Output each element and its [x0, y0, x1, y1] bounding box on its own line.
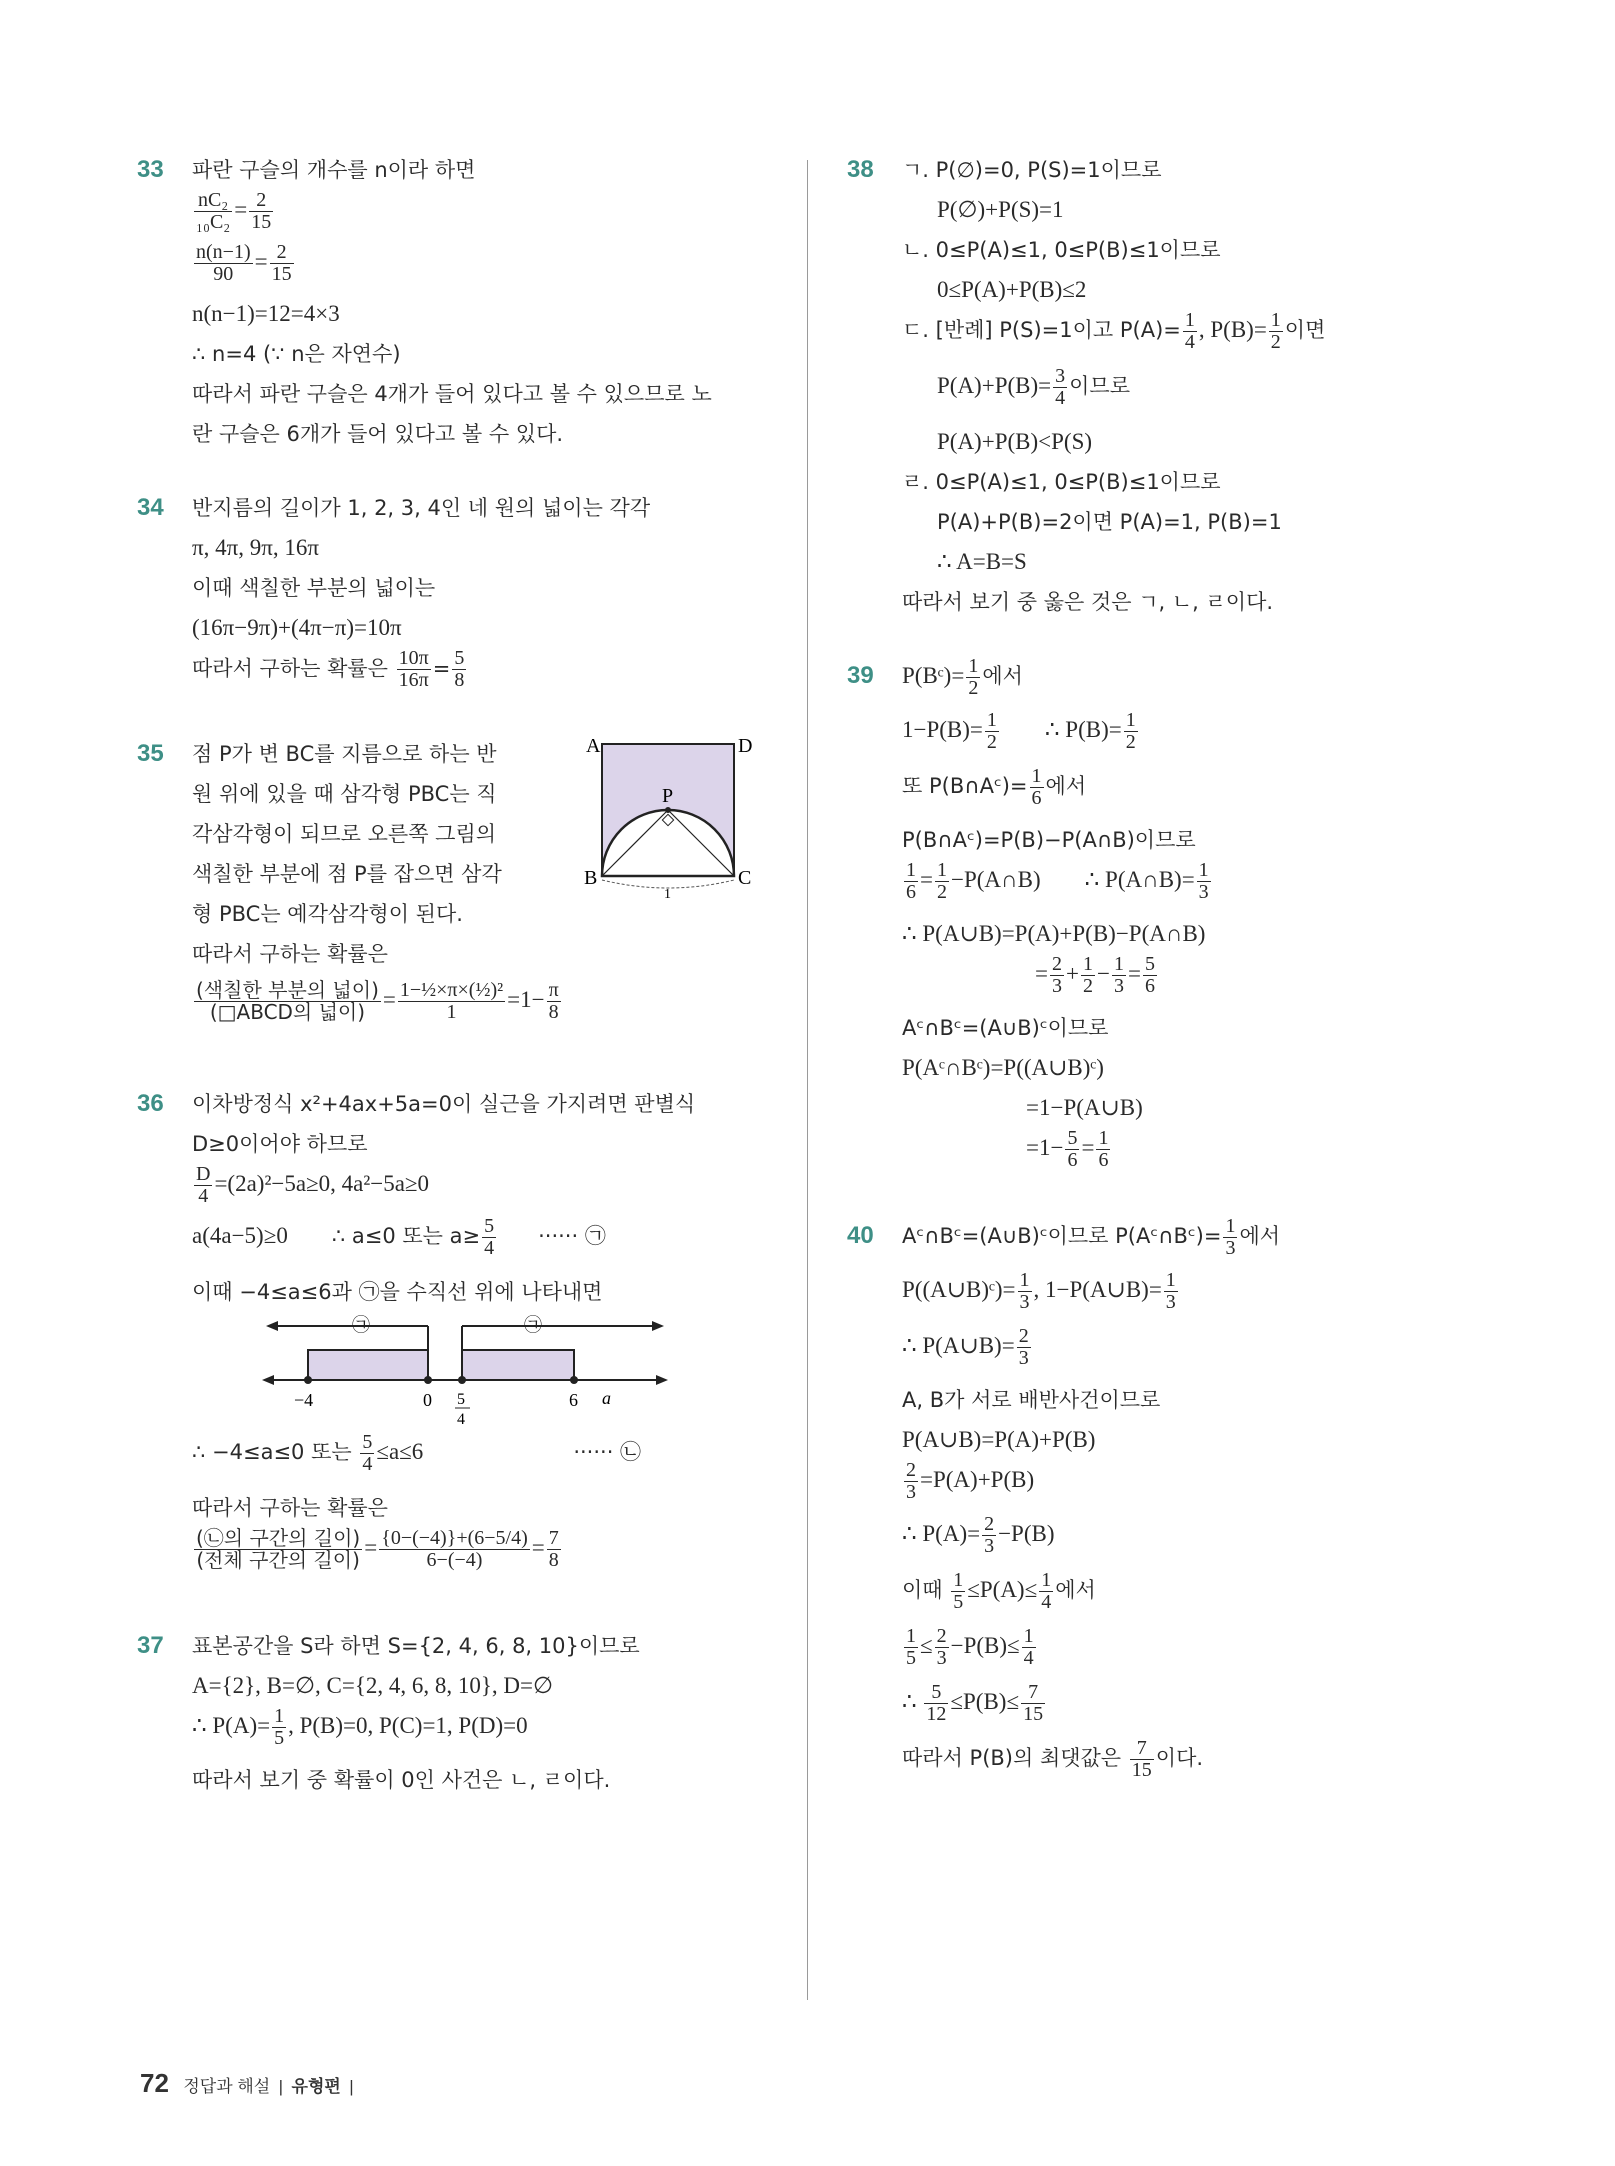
- fraction: $\frac{\{0-(-4)\}+(6-5/4)}{6-(-4)}$: [381, 1527, 528, 1572]
- equation: a(4a−5)≥0 ∴ a≤0 또는 a≥ $\frac{5}{4}$ ······ ㉠: [192, 1215, 606, 1260]
- fraction: $\frac{2}{3}$: [1018, 1325, 1029, 1370]
- text-line: 따라서 보기 중 옳은 것은 ㄱ, ㄴ, ㄹ이다.: [902, 590, 1274, 614]
- equation: ∴ −4≤a≤0 또는 $\frac{5}{4}$ ≤a≤6 ······ ㉡: [192, 1431, 642, 1476]
- fraction: $\frac{\text{1−½×π×(½)²}}{1}$: [399, 979, 504, 1024]
- fraction: $\frac{5}{4}$: [362, 1431, 373, 1476]
- text-line: 이때 색칠한 부분의 넓이는: [192, 576, 436, 600]
- label-d: D: [738, 735, 753, 757]
- problem-number: 36: [137, 1090, 164, 1117]
- text-line: 란 구슬은 6개가 들어 있다고 볼 수 있다.: [192, 422, 564, 446]
- column-divider: [807, 160, 808, 2000]
- equation: $\frac{\text{nC₂}}{\text{₁₀C₂}}$ = $\frac{2}{15}$: [196, 189, 272, 234]
- text-line: ㄴ. 0≤P(A)≤1, 0≤P(B)≤1이므로: [902, 238, 1221, 262]
- region-arrow-1: [266, 1321, 278, 1331]
- equation: 따라서 구하는 확률은 $\frac{10\pi}{16\pi}$ = $\frac{5}{8}$: [192, 647, 465, 691]
- fraction: $\frac{2}{3}$: [906, 1459, 916, 1504]
- text-line: 원 위에 있을 때 삼각형 PBC는 직: [192, 782, 497, 806]
- equation: ∴ P(A)= $\frac{1}{5}$ , P(B)=0, P(C)=1, P(D)=0: [192, 1705, 528, 1750]
- problem-number: 37: [137, 1632, 164, 1659]
- text-line: ㄱ. P(∅)=0, P(S)=1이므로: [902, 158, 1162, 182]
- axis-arrow-right: [656, 1375, 668, 1385]
- fraction: $\frac{1}{2}$: [968, 655, 979, 700]
- problem-number: 33: [137, 156, 164, 183]
- label-circ-2: ㉠: [524, 1315, 542, 1335]
- problem-33: [137, 150, 780, 454]
- point-0: [424, 1376, 432, 1384]
- text-line: 따라서 구하는 확률은: [192, 1496, 388, 1520]
- right-column: [847, 150, 1490, 1794]
- text-line: 표본공간을 S라 하면 S={2, 4, 6, 8, 10}이므로: [192, 1634, 640, 1658]
- equation: ∴ $\frac{5}{12}$ ≤P(B)≤ $\frac{7}{15}$: [902, 1681, 1044, 1726]
- fraction: $\frac{5}{6}$: [1067, 1127, 1078, 1172]
- text-line: 파란 구슬의 개수를 n이라 하면: [192, 158, 476, 182]
- equation: 0≤P(A)+P(B)≤2: [937, 277, 1087, 302]
- text-line: Aᶜ∩Bᶜ=(A∪B)ᶜ이므로: [902, 1016, 1109, 1040]
- text-line: 따라서 구하는 확률은: [192, 942, 388, 966]
- fraction: $\frac{2}{3}$: [1051, 953, 1062, 998]
- text-line: 점 P가 변 BC를 지름으로 하는 반: [192, 742, 497, 766]
- equation: n(n−1)=12=4×3: [192, 301, 340, 326]
- tick-6: 6: [569, 1390, 578, 1410]
- fraction: $\frac{1}{3}$: [1165, 1269, 1176, 1314]
- equation: ㄷ. [반례] P(S)=1이고 P(A)= $\frac{1}{4}$ , P(B)= $\frac{1}{2}$ 이면: [902, 309, 1326, 354]
- problem-38: [847, 150, 1490, 622]
- equation: $\frac{1}{6}$ = $\frac{1}{2}$ −P(A∩B) ∴ P(A∩B)= $\frac{1}{3}$: [906, 859, 1209, 904]
- equation: A={2}, B=∅, C={2, 4, 6, 8, 10}, D=∅: [192, 1673, 554, 1698]
- label-c: C: [738, 867, 752, 889]
- fraction: $\frac{1}{5}$: [274, 1705, 285, 1750]
- label-b: B: [584, 867, 598, 889]
- equation: $\frac{D}{4}$ =(2a)²−5a≥0, 4a²−5a≥0: [196, 1163, 430, 1208]
- fraction: $\frac{1}{2}$: [1082, 953, 1093, 998]
- fraction: $\frac{5}{12}$: [926, 1681, 947, 1726]
- problem-number: 40: [847, 1222, 874, 1249]
- point-6: [570, 1376, 578, 1384]
- text-line: 따라서 보기 중 확률이 0인 사건은 ㄴ, ㄹ이다.: [192, 1768, 611, 1792]
- fraction: $\frac{1}{4}$: [1023, 1625, 1034, 1670]
- text-line: ∴ n=4 (∵ n은 자연수): [192, 342, 401, 366]
- footer-sep: |: [349, 2077, 354, 2096]
- equation: Aᶜ∩Bᶜ=(A∪B)ᶜ이므로 P(Aᶜ∩Bᶜ)= $\frac{1}{3}$ 에서: [902, 1215, 1281, 1260]
- fraction: $\frac{1}{5}$: [906, 1625, 916, 1670]
- text-line: P(A)+P(B)=2이면 P(A)=1, P(B)=1: [937, 510, 1282, 534]
- equation: 1−P(B)= $\frac{1}{2}$ ∴ P(B)= $\frac{1}{2}$: [902, 709, 1136, 754]
- problem-number: 35: [137, 740, 164, 767]
- equation: 또 P(B∩Aᶜ)= $\frac{1}{6}$ 에서: [902, 765, 1087, 810]
- fraction: $\frac{1}{6}$: [1031, 765, 1042, 810]
- fraction: $\frac{n(n-1)}{90}$: [196, 241, 251, 286]
- tick-0: 0: [423, 1390, 432, 1410]
- fraction: $\frac{1}{3}$: [1225, 1215, 1236, 1260]
- fraction: $\frac{1}{5}$: [953, 1569, 964, 1614]
- left-column: [137, 150, 780, 1800]
- equation: (16π−9π)+(4π−π)=10π: [192, 615, 402, 640]
- fraction: $\frac{1}{4}$: [1184, 309, 1195, 354]
- equation: P(A∪B)=P(A)+P(B): [902, 1427, 1096, 1452]
- fraction: $\frac{7}{15}$: [1131, 1737, 1152, 1782]
- problem-number: 34: [137, 494, 164, 521]
- label-circ-1: ㉠: [352, 1315, 370, 1335]
- equation: = $\frac{2}{3}$ + $\frac{1}{2}$ − $\frac{1}{3}$ = $\frac{5}{6}$: [1035, 953, 1155, 998]
- fraction: $\frac{1}{2}$: [1125, 709, 1136, 754]
- equation: 따라서 P(B)의 최댓값은 $\frac{7}{15}$ 이다.: [902, 1737, 1204, 1782]
- equation: P(∅)+P(S)=1: [937, 197, 1064, 222]
- label-length: 1: [664, 887, 671, 902]
- label-a: A: [586, 735, 601, 757]
- fraction: $\frac{1}{4}$: [1041, 1569, 1052, 1614]
- fraction: $\frac{5}{8}$: [454, 647, 465, 691]
- text-line: 각삼각형이 되므로 오른쪽 그림의: [192, 822, 497, 846]
- equation: π, 4π, 9π, 16π: [192, 535, 319, 560]
- text-line: 따라서 파란 구슬은 4개가 들어 있다고 볼 수 있으므로 노: [192, 382, 712, 406]
- fraction: $\frac{2}{15}$: [271, 241, 292, 286]
- point-5-4: [458, 1376, 466, 1384]
- problem-36: [137, 1084, 780, 1592]
- fraction: $\frac{3}{4}$: [1055, 365, 1066, 410]
- footer-section: 유형편: [291, 2077, 341, 2096]
- problem-34: [137, 488, 780, 700]
- equation: P(Aᶜ∩Bᶜ)=P((A∪B)ᶜ): [902, 1055, 1104, 1080]
- text-line: 형 PBC는 예각삼각형이 된다.: [192, 902, 463, 926]
- fraction: (㉡의 구간의 길이) (전체 구간의 길이): [196, 1526, 361, 1573]
- fraction: $\frac{1}{6}$: [906, 859, 916, 904]
- equation: 이때 $\frac{1}{5}$ ≤P(A)≤ $\frac{1}{4}$ 에서: [902, 1569, 1096, 1614]
- text-line: 반지름의 길이가 1, 2, 3, 4인 네 원의 넓이는 각각: [192, 496, 651, 520]
- text-line: A, B가 서로 배반사건이므로: [902, 1388, 1161, 1412]
- fraction: $\frac{7}{8}$: [548, 1527, 559, 1572]
- equation: ∴ A=B=S: [937, 549, 1027, 574]
- fraction: $\frac{7}{15}$: [1023, 1681, 1044, 1726]
- equation: $\frac{n(n-1)}{90}$ = $\frac{2}{15}$: [196, 241, 292, 286]
- text-line: 이때 −4≤a≤6과 ㉠을 수직선 위에 나타내면: [192, 1280, 603, 1304]
- region-arrow-2: [652, 1321, 664, 1331]
- equation: (색칠한 부분의 넓이) (□ABCD의 넓이) = $\frac{\text{1−½×π×(½)²}}{1}$ =1− $\frac{\pi}{8}$: [196, 978, 559, 1025]
- label-p: P: [662, 785, 674, 807]
- fraction: $\frac{2}{3}$: [984, 1513, 995, 1558]
- fraction: (색칠한 부분의 넓이) (□ABCD의 넓이): [196, 978, 379, 1025]
- page-number: 72: [140, 2068, 169, 2098]
- problem-37: [137, 1626, 780, 1800]
- text-line: 색칠한 부분에 점 P를 잡으면 삼각: [192, 862, 502, 886]
- fraction: $\frac{2}{3}$: [936, 1625, 947, 1670]
- fraction: $\frac{10\pi}{16\pi}$: [398, 647, 429, 691]
- fraction: $\frac{5}{6}$: [1144, 953, 1155, 998]
- text-line: P(B∩Aᶜ)=P(B)−P(A∩B)이므로: [902, 828, 1196, 852]
- equation: (㉡의 구간의 길이) (전체 구간의 길이) = $\frac{\{0-(-4)\}+(6-5/4)}{6-(-4)}$ = $\frac{7}{8}$: [196, 1526, 559, 1573]
- axis-label: a: [602, 1388, 611, 1408]
- fraction: $\frac{\text{nC₂}}{\text{₁₀C₂}}$: [196, 189, 231, 234]
- equation: $\frac{1}{5}$ ≤ $\frac{2}{3}$ −P(B)≤ $\frac{1}{4}$: [906, 1625, 1034, 1670]
- equation: P(A)+P(B)= $\frac{3}{4}$ 이므로: [937, 365, 1130, 410]
- problem-40: [847, 1215, 1490, 1794]
- problem-number: 39: [847, 662, 874, 689]
- number-line-figure: [260, 1312, 680, 1432]
- shaded-interval-2: [462, 1350, 574, 1380]
- page-footer: [140, 2068, 354, 2099]
- fraction: $\frac{D}{4}$: [196, 1163, 211, 1208]
- point-p: [665, 807, 671, 813]
- tick-m4: −4: [294, 1390, 314, 1410]
- text-line: D≥0이어야 하므로: [192, 1132, 368, 1156]
- fraction: $\frac{1}{2}$: [1270, 309, 1281, 354]
- fraction: $\frac{5}{4}$: [484, 1215, 495, 1260]
- fraction: $\frac{1}{3}$: [1113, 953, 1124, 998]
- footer-sep: |: [278, 2077, 284, 2096]
- semicircle-figure: [570, 734, 753, 914]
- equation: =1− $\frac{5}{6}$ = $\frac{1}{6}$: [1026, 1127, 1109, 1172]
- equation: ∴ P(A)= $\frac{2}{3}$ −P(B): [902, 1513, 1055, 1558]
- fraction: $\frac{1}{3}$: [1019, 1269, 1030, 1314]
- equation: $\frac{2}{3}$ =P(A)+P(B): [906, 1459, 1035, 1504]
- tick-5-den: 4: [457, 1411, 465, 1428]
- footer-title: 정답과 해설: [183, 2077, 271, 2096]
- problem-number: 38: [847, 156, 874, 183]
- equation: ∴ P(A∪B)=P(A)+P(B)−P(A∩B): [902, 921, 1206, 946]
- problem-39: [847, 655, 1490, 1182]
- fraction: $\frac{1}{2}$: [986, 709, 997, 754]
- fraction: $\frac{\pi}{8}$: [548, 979, 559, 1024]
- fraction: $\frac{1}{3}$: [1198, 859, 1209, 904]
- equation: ∴ P(A∪B)= $\frac{2}{3}$: [902, 1325, 1029, 1370]
- axis-arrow-left: [262, 1375, 274, 1385]
- equation: P(Bᶜ)= $\frac{1}{2}$ 에서: [902, 655, 1023, 700]
- point-m4: [304, 1376, 312, 1384]
- text-line: ㄹ. 0≤P(A)≤1, 0≤P(B)≤1이므로: [902, 470, 1221, 494]
- fraction: $\frac{2}{15}$: [251, 189, 272, 234]
- fraction: $\frac{1}{2}$: [936, 859, 947, 904]
- equation: P((A∪B)ᶜ)= $\frac{1}{3}$ , 1−P(A∪B)= $\frac{1}{3}$: [902, 1269, 1176, 1314]
- tick-5-num: 5: [457, 1391, 465, 1408]
- equation: P(A)+P(B)<P(S): [937, 429, 1093, 454]
- equation: =1−P(A∪B): [1026, 1095, 1143, 1120]
- shaded-interval-1: [308, 1350, 428, 1380]
- text-line: 이차방정식 x²+4ax+5a=0이 실근을 가지려면 판별식: [192, 1092, 696, 1116]
- problem-35: [137, 734, 780, 1050]
- fraction: $\frac{1}{6}$: [1098, 1127, 1109, 1172]
